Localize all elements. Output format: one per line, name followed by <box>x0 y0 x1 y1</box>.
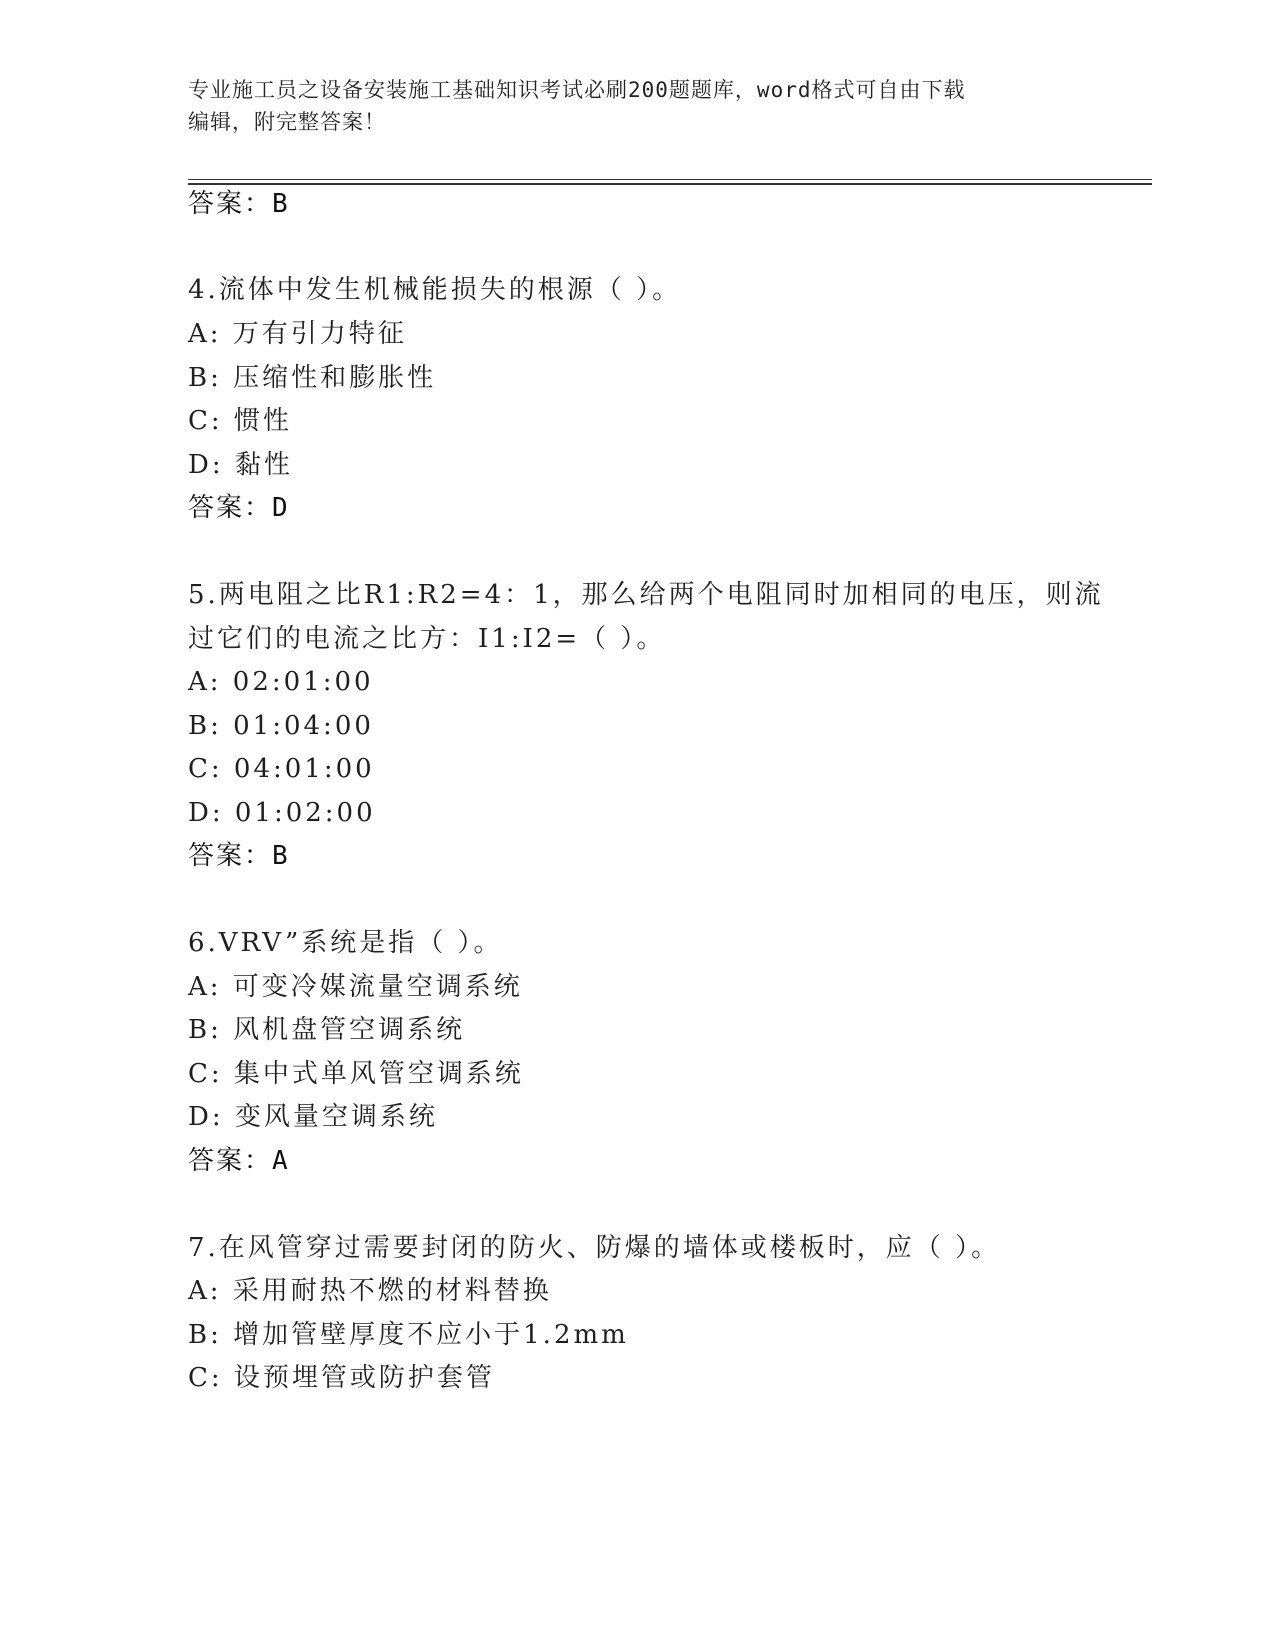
header-line-1: 专业施工员之设备安装施工基础知识考试必刷200题题库，word格式可自由下载 <box>188 78 966 102</box>
question-6-option-a: A: 可变冷媒流量空调系统 <box>188 972 523 1002</box>
document-header <box>188 74 1088 138</box>
question-4-option-c: C: 惯性 <box>188 406 292 436</box>
question-6-option-d: D: 变风量空调系统 <box>188 1102 438 1132</box>
question-4-stem: 4.流体中发生机械能损失的根源（ ）。 <box>188 275 682 305</box>
question-7-option-b: B: 增加管壁厚度不应小于1.2mm <box>188 1320 629 1350</box>
question-7-stem: 7.在风管穿过需要封闭的防火、防爆的墙体或楼板时，应（ ）。 <box>188 1233 1001 1263</box>
question-5-stem-line-1: 5.两电阻之比R1:R2=4：1，那么给两个电阻同时加相同的电压，则流 <box>188 580 1104 610</box>
question-4-option-b: B: 压缩性和膨胀性 <box>188 363 437 393</box>
question-5-answer: 答案：B <box>188 841 290 871</box>
question-6-stem: 6.VRV”系统是指（ ）。 <box>188 928 503 958</box>
question-4-answer: 答案：D <box>188 493 290 523</box>
question-4-option-d: D: 黏性 <box>188 450 293 480</box>
question-5-option-b: B: 01:04:00 <box>188 711 374 741</box>
question-5-option-d: D: 01:02:00 <box>188 798 376 828</box>
question-7-option-a: A: 采用耐热不燃的材料替换 <box>188 1276 552 1306</box>
question-6-answer: 答案：A <box>188 1146 290 1176</box>
previous-answer: 答案：B <box>188 189 290 219</box>
question-7-option-c: C: 设预埋管或防护套管 <box>188 1363 495 1393</box>
question-4-option-a: A: 万有引力特征 <box>188 319 407 349</box>
question-5-option-a: A: 02:01:00 <box>188 667 374 697</box>
header-line-2: 编辑，附完整答案！ <box>188 110 386 134</box>
question-6-option-b: B: 风机盘管空调系统 <box>188 1015 466 1045</box>
question-5-stem-line-2: 过它们的电流之比方：I1:I2=（ ）。 <box>188 624 666 654</box>
header-rule-thin <box>188 179 1152 180</box>
header-rule-thick <box>188 183 1152 185</box>
question-6-option-c: C: 集中式单风管空调系统 <box>188 1059 524 1089</box>
question-5-option-c: C: 04:01:00 <box>188 754 375 784</box>
